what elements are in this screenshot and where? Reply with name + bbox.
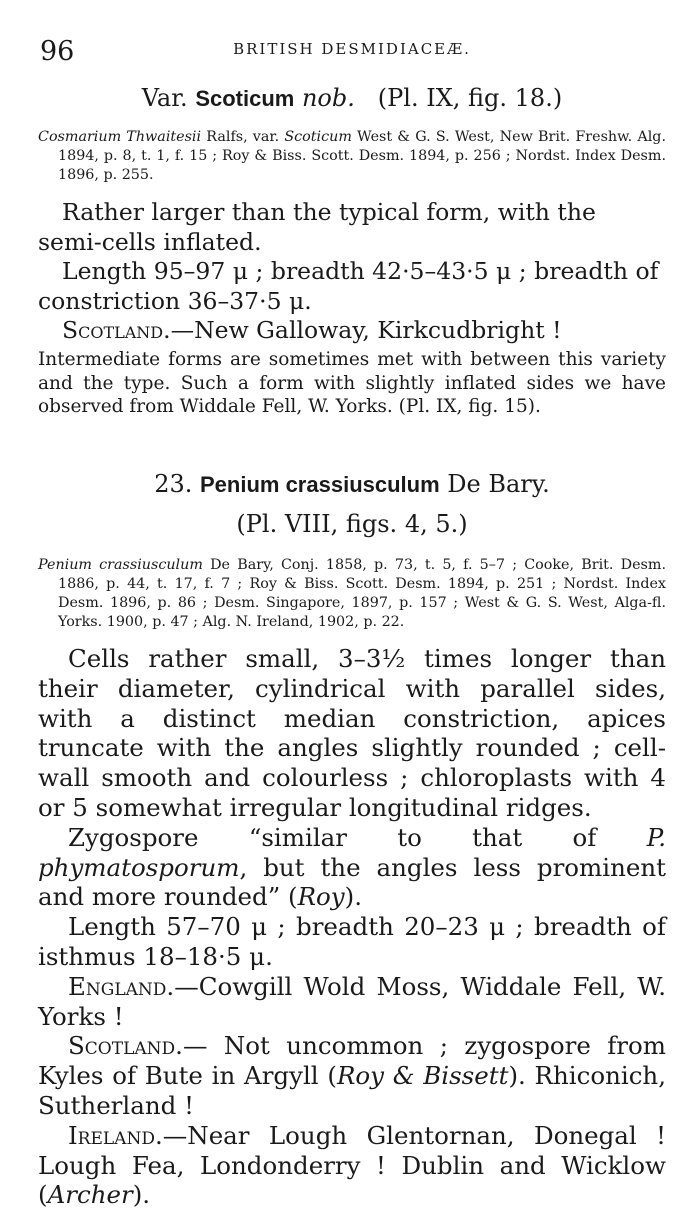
zygospore-end: ). xyxy=(344,882,363,912)
measurements: Length 57–70 μ ; breadth 20–23 μ ; breadth of isthmus 18–18·5 μ. xyxy=(38,912,666,971)
locality-ireland xyxy=(38,1121,666,1210)
penium-synonymy xyxy=(38,556,666,632)
description: Rather larger than the typical form, with the semi-cells inflated. xyxy=(38,198,596,256)
locality-label: Scotland. xyxy=(68,1031,183,1061)
locality-label: England. xyxy=(68,971,175,1001)
locality-label: Ireland. xyxy=(68,1120,163,1150)
zygospore-text-2: , but the angles less prominent and more rounded” ( xyxy=(38,852,666,912)
locality-label: Scotland. xyxy=(62,316,171,344)
zygospore xyxy=(38,823,666,912)
species-number: 23. xyxy=(154,470,200,498)
measurements: Length 95–97 μ ; breadth 42·5–43·5 μ ; breadth of constriction 36–37·5 μ. xyxy=(38,257,659,315)
heading-prefix: Var. xyxy=(141,84,196,112)
synonym-text: Ralfs, var. xyxy=(201,129,285,145)
locality-text: —New Galloway, Kirkcudbright ! xyxy=(170,316,562,344)
penium-body xyxy=(38,644,666,1210)
synonym-genus: Cosmarium Thwaitesii xyxy=(38,129,202,145)
locality-scotland xyxy=(38,1031,666,1120)
penium-plate xyxy=(38,510,666,538)
plate-reference: (Pl. VIII, figs. 4, 5.) xyxy=(236,510,468,538)
plate-reference: (Pl. IX, fig. 18.) xyxy=(354,84,563,112)
locality-text-2: ). xyxy=(132,1180,151,1210)
locality-citation: Roy & Bissett xyxy=(336,1061,509,1091)
var-scoticum-body xyxy=(38,198,666,346)
locality-england xyxy=(38,972,666,1032)
synonym-variety: Scoticum xyxy=(284,129,352,145)
synonym-text: De Bary, Conj. 1858, p. 73, t. 5, f. 5–7 ; Cooke, Brit. Desm. 1886, p. 44, t. 17, f. 7 ; Roy & Biss. Scott. Desm. 1894, p. 251 ; Nordst. Index Desm. 1896, p. 86 ; Desm. Singapore, 1897, p. 157 ; West & G. S. West, Alga-fl. Yorks. 1900, p. 47 ; Alg. N. Ireland, 1902, p. 22. xyxy=(58,557,666,630)
synonym-rest: West & G. S. West, New Brit. Freshw. Alg. 1894, p. 8, t. 1, f. 15 ; Roy & Biss. Scott. Desm. 1894, p. 256 ; Nordst. Index Desm. 1896, p. 255. xyxy=(58,129,666,183)
running-head: BRITISH DESMIDIACEÆ. xyxy=(233,40,471,58)
locality-text: —Cowgill Wold Moss, Widdale Fell, W. Yorks ! xyxy=(38,971,666,1031)
zygospore-text: Zygospore “similar to that of xyxy=(68,822,647,852)
species-author: De Bary. xyxy=(439,470,550,498)
locality-citation: Archer xyxy=(47,1180,133,1210)
variety-name: Scoticum xyxy=(195,86,295,111)
heading-author: nob. xyxy=(294,84,355,112)
penium-heading xyxy=(38,470,666,498)
var-scoticum-heading xyxy=(38,84,666,112)
locality-text: — Not uncommon ; zygospore from Kyles of Bute in Argyll ( xyxy=(38,1031,666,1091)
page-header xyxy=(40,36,664,66)
zygospore-species: P. phymatosporum xyxy=(38,822,666,882)
locality-text: —Near Lough Glentornan, Donegal ! Lough Fea, Londonderry ! Dublin and Wicklow ( xyxy=(38,1120,666,1210)
locality-scotland xyxy=(38,316,666,346)
description: Cells rather small, 3–3½ times longer than their diameter, cylindrical with parallel sides, with a distinct median constriction, apices truncate with the angles slightly rounded ; cell-wall smooth and colourless ; chloroplasts with 4 or 5 somewhat irregular longitudinal ridges. xyxy=(38,644,666,822)
species-name: Penium crassiusculum xyxy=(200,472,440,497)
locality-text-2: ). Rhiconich, Sutherland ! xyxy=(38,1061,666,1120)
zygospore-author: Roy xyxy=(297,882,345,912)
page-number: 96 xyxy=(40,36,75,67)
synonym-name: Penium crassiusculum xyxy=(38,557,203,573)
note-text: Intermediate forms are sometimes met with between this variety and the type. Such a form with slightly inflated sides we have observed from Widdale Fell, W. Yorks. (Pl. IX, fig. 15). xyxy=(38,349,666,417)
var-scoticum-note xyxy=(38,348,666,419)
var-scoticum-synonymy xyxy=(38,128,666,185)
